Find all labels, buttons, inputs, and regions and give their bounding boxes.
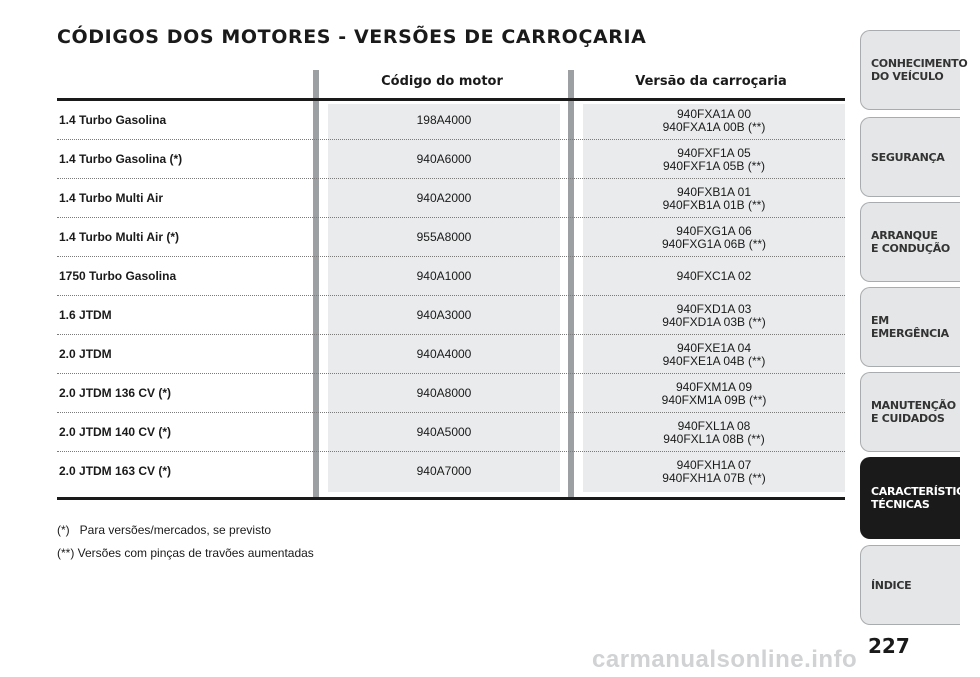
engine-name: 1.4 Turbo Gasolina (*) [59,152,183,166]
tab-label: ARRANQUE [871,229,938,242]
body-version [583,452,845,491]
version-line: 940FXB1A 01B (**) [662,197,766,212]
body-version [583,140,845,179]
engine-code: 940A2000 [416,191,472,205]
tab-indice[interactable] [860,545,960,625]
body-version [583,101,845,140]
engine-code: 940A7000 [416,464,472,478]
table-row [57,374,845,413]
version-line: 940FXH1A 07 [676,457,752,472]
watermark: carmanualsonline.info [592,646,858,673]
table-row [57,296,845,335]
table-bottom-rule [57,497,845,500]
table-row [57,452,845,491]
tab-arranque-e-conducao[interactable] [860,202,960,282]
engine-name: 1.4 Turbo Multi Air (*) [59,230,179,244]
table-row [57,257,845,296]
engine-name: 1.4 Turbo Gasolina [59,113,167,127]
engine-code: 198A4000 [416,113,472,127]
body-version [583,296,845,335]
tab-label: E CUIDADOS [871,412,945,425]
version-line: 940FXF1A 05 [677,145,751,160]
table-row [57,413,845,452]
tab-seguranca[interactable] [860,117,960,197]
tab-label: E CONDUÇÃO [871,242,950,255]
version-line: 940FXH1A 07B (**) [662,470,766,485]
engine-name: 1.6 JTDM [59,308,112,322]
table-row [57,218,845,257]
tab-label: SEGURANÇA [871,150,945,164]
page-title: CÓDIGOS DOS MOTORES - VERSÕES DE CARROÇARIA [57,26,647,48]
version-line: 940FXL1A 08 [677,418,751,433]
engine-code: 955A8000 [416,230,472,244]
version-line: 940FXE1A 04B (**) [662,353,766,368]
version-line: 940FXM1A 09 [675,379,753,394]
version-line: 940FXC1A 02 [676,269,752,283]
version-line: 940FXA1A 00 [676,106,752,121]
body-version [583,179,845,218]
footnote: (*) Para versões/mercados, se previsto [57,523,272,537]
body-version [583,257,845,296]
tab-em-emergencia[interactable] [860,287,960,367]
engine-name: 1750 Turbo Gasolina [59,269,177,283]
engine-name: 2.0 JTDM [59,347,112,361]
header-body-version: Versão da carroçaria [635,74,787,89]
footnote: (**) Versões com pinças de travões aumentadas [57,546,314,560]
version-line: 940FXB1A 01 [676,184,752,199]
tab-manutencao-e-cuidados[interactable] [860,372,960,452]
engine-code: 940A8000 [416,386,472,400]
page-number: 227 [868,634,910,658]
tab-label: CONHECIMENTO [871,57,968,70]
tab-label: ÍNDICE [871,578,912,592]
engine-code: 940A1000 [416,269,472,283]
version-line: 940FXA1A 00B (**) [662,119,766,134]
version-line: 940FXF1A 05B (**) [662,158,766,173]
engine-code: 940A5000 [416,425,472,439]
header-engine-code: Código do motor [381,74,503,89]
body-version [583,218,845,257]
table-row [57,101,845,140]
engine-name: 2.0 JTDM 140 CV (*) [59,425,172,439]
body-version [583,374,845,413]
engine-code: 940A3000 [416,308,472,322]
engine-name: 1.4 Turbo Multi Air [59,191,163,205]
version-line: 940FXG1A 06B (**) [661,236,767,251]
tab-label: MANUTENÇÃO [871,399,956,412]
engine-code: 940A6000 [416,152,472,166]
engine-codes-table [57,70,845,500]
version-line: 940FXM1A 09B (**) [661,392,767,407]
engine-name: 2.0 JTDM 163 CV (*) [59,464,172,478]
tab-label: DO VEÍCULO [871,70,944,83]
tab-conhecimento-do-veiculo[interactable] [860,30,968,110]
engine-name: 2.0 JTDM 136 CV (*) [59,386,172,400]
table-row [57,335,845,374]
version-line: 940FXL1A 08B (**) [663,431,765,446]
tab-label: TÉCNICAS [871,498,930,511]
engine-code: 940A4000 [416,347,472,361]
version-line: 940FXE1A 04 [676,340,752,355]
body-version [583,335,845,374]
table-row [57,140,845,179]
version-line: 940FXG1A 06 [676,223,752,238]
version-line: 940FXD1A 03B (**) [662,314,766,329]
table-row [57,179,845,218]
version-line: 940FXD1A 03 [676,301,752,316]
tab-label: EM EMERGÊNCIA [871,314,949,340]
footnotes [57,519,314,565]
tab-label: CARACTERÍSTICAS [871,485,980,498]
body-version [583,413,845,452]
tab-caracteristicas-tecnicas[interactable] [860,457,980,539]
